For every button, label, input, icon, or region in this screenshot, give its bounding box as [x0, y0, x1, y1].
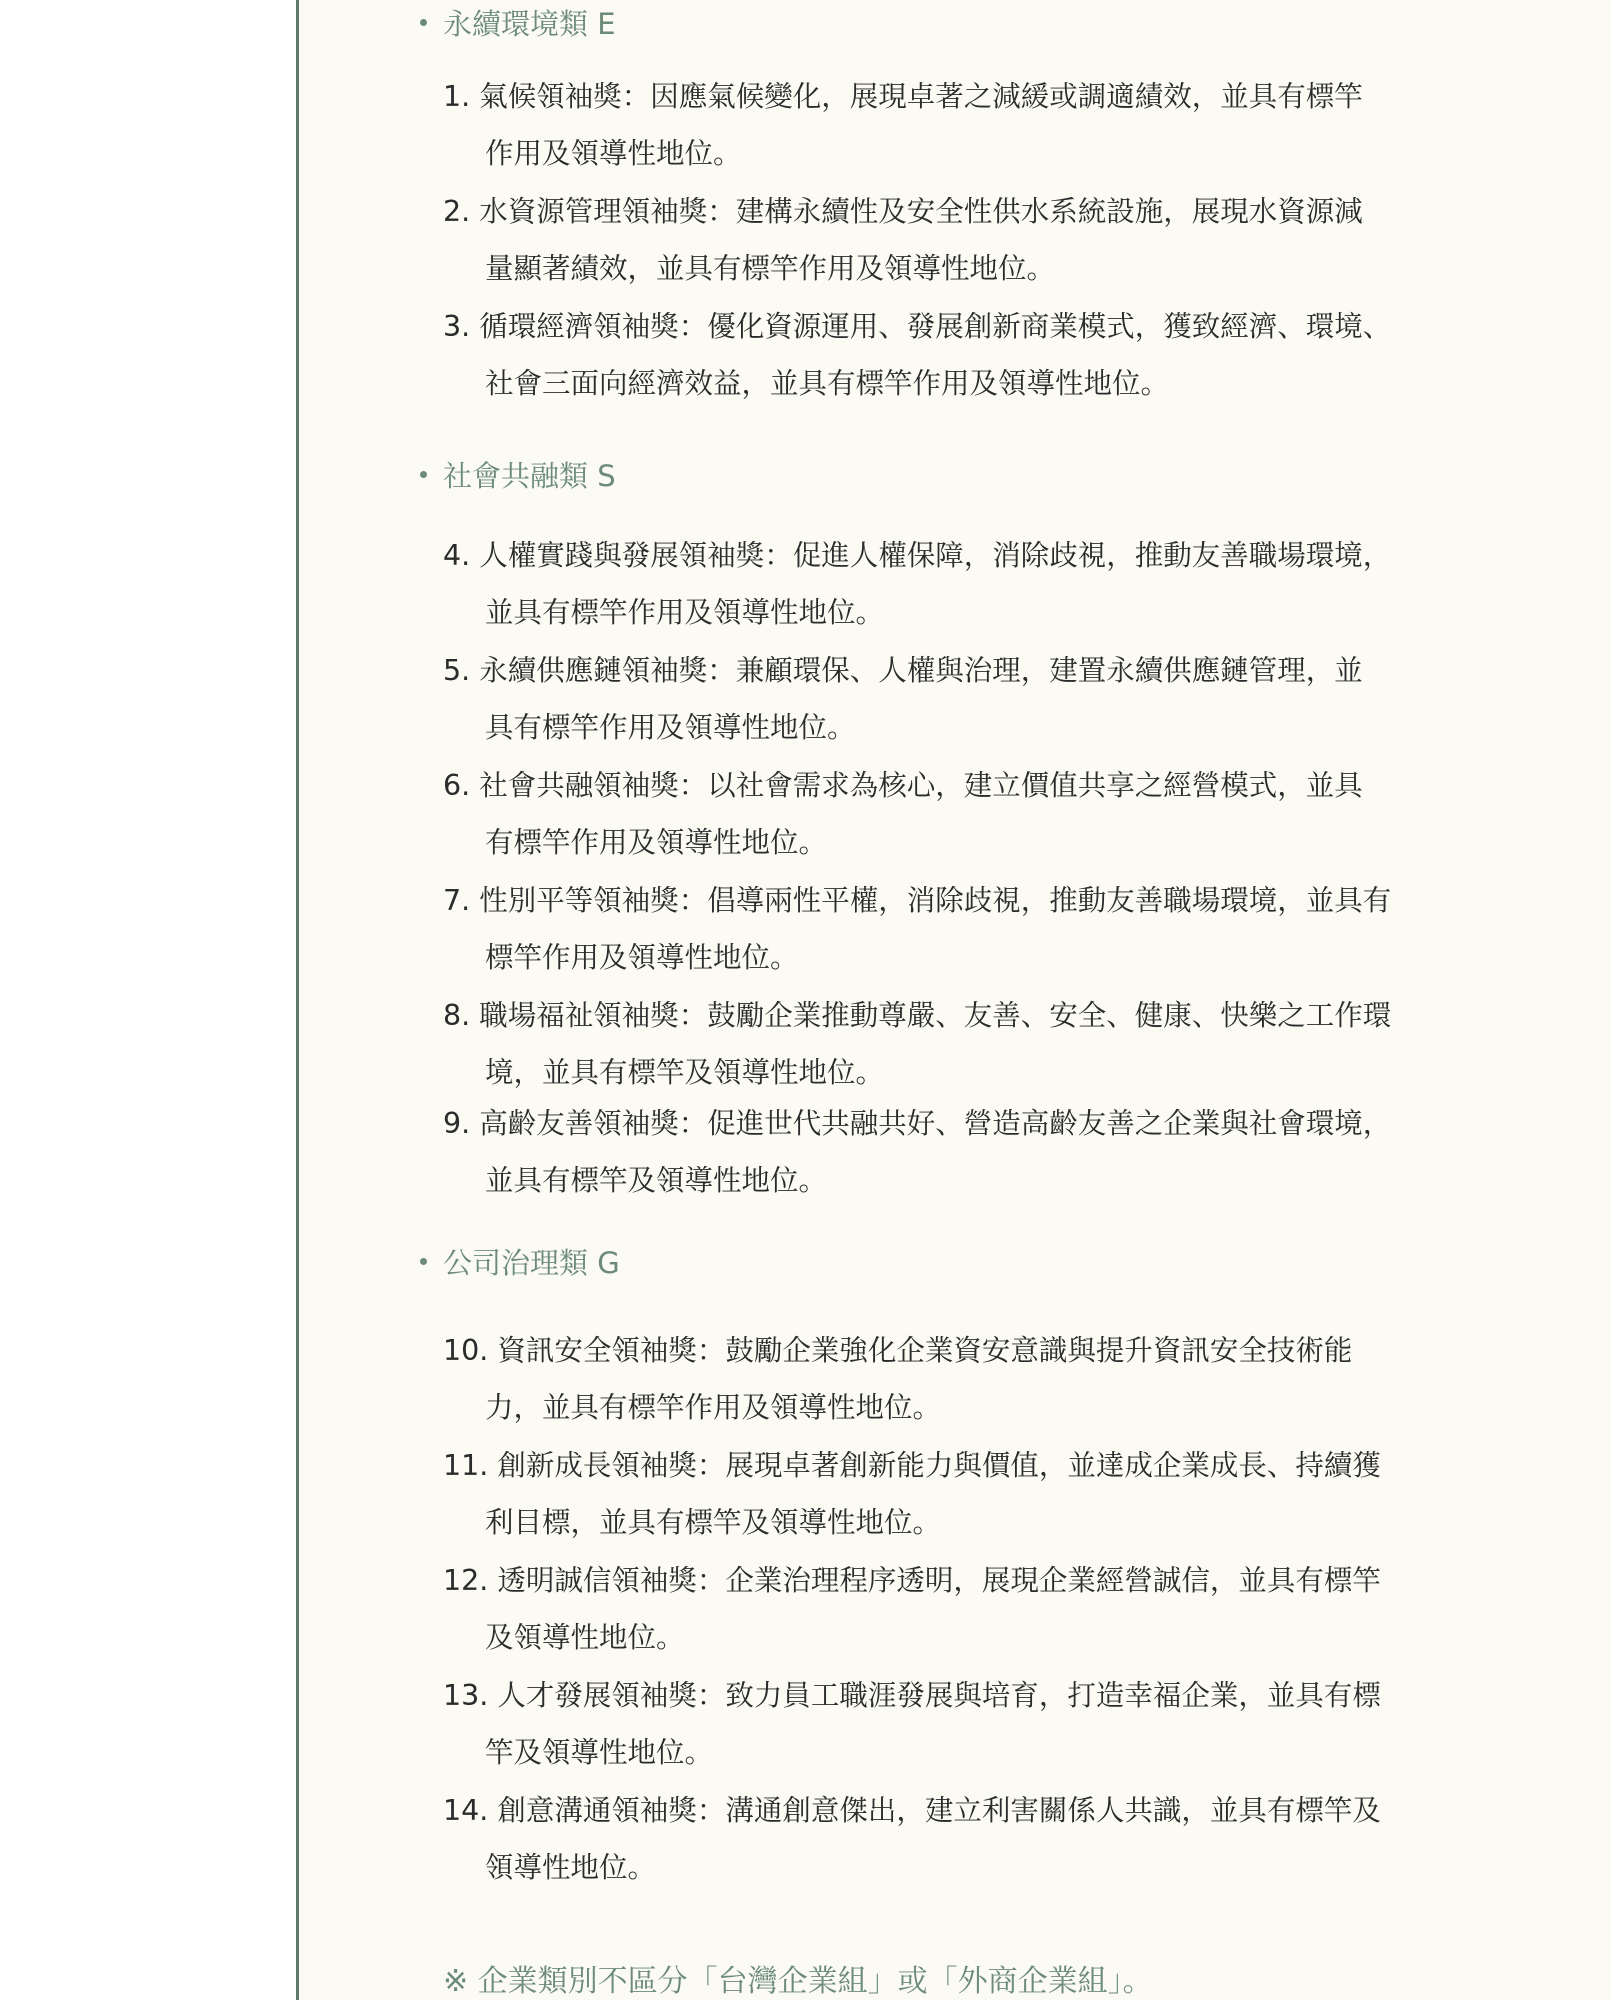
award-item-9	[443, 1095, 1443, 1209]
item-number: 6.	[443, 769, 471, 802]
item-text: 永續供應鏈領袖獎：兼顧環保、人權與治理，建置永續供應鏈管理，並	[470, 654, 1363, 687]
item-number: 11.	[443, 1449, 489, 1482]
item-text: 循環經濟領袖獎：優化資源運用、發展創新商業模式，獲致經濟、環境、	[470, 310, 1392, 343]
award-item-13	[443, 1667, 1443, 1781]
award-item-3	[443, 298, 1443, 412]
item-text: 創新成長領袖獎：展現卓著創新能力與價值，並達成企業成長、持續獲	[488, 1449, 1381, 1482]
item-text-continued: 具有標竿作用及領導性地位。	[485, 711, 856, 744]
bullet-dot-icon	[420, 471, 427, 478]
item-text-continued: 並具有標竿及領導性地位。	[485, 1164, 828, 1197]
item-number: 14.	[443, 1794, 489, 1827]
item-text-continued: 領導性地位。	[485, 1851, 657, 1884]
item-number: 3.	[443, 310, 471, 343]
item-number: 5.	[443, 654, 471, 687]
item-text-continued: 並具有標竿作用及領導性地位。	[485, 596, 885, 629]
category-label: 社會共融類 S	[443, 459, 616, 493]
item-text-continued: 力，並具有標竿作用及領導性地位。	[485, 1391, 942, 1424]
bullet-dot-icon	[420, 1258, 427, 1265]
item-number: 8.	[443, 999, 471, 1032]
item-number: 7.	[443, 884, 471, 917]
item-text-continued: 標竿作用及領導性地位。	[485, 941, 799, 974]
category-note: ※ 企業類別不區分「台灣企業組」或「外商企業組」。	[443, 1964, 1153, 1999]
award-item-12	[443, 1552, 1443, 1666]
award-item-11	[443, 1437, 1443, 1551]
item-text: 社會共融領袖獎：以社會需求為核心，建立價值共享之經營模式，並具	[470, 769, 1363, 802]
item-text: 人權實踐與發展領袖獎：促進人權保障，消除歧視，推動友善職場環境，	[470, 539, 1392, 572]
award-item-5	[443, 642, 1443, 756]
award-item-1	[443, 68, 1443, 182]
award-item-6	[443, 757, 1443, 871]
category-heading-social	[420, 456, 616, 496]
item-text: 性別平等領袖獎：倡導兩性平權，消除歧視，推動友善職場環境，並具有	[470, 884, 1392, 917]
category-heading-governance	[420, 1243, 620, 1283]
item-text-continued: 及領導性地位。	[485, 1621, 685, 1654]
item-text-continued: 境，並具有標竿及領導性地位。	[485, 1056, 885, 1089]
item-number: 9.	[443, 1107, 471, 1140]
item-text: 水資源管理領袖獎：建構永續性及安全性供水系統設施，展現水資源減	[470, 195, 1363, 228]
category-heading-environment	[420, 4, 616, 44]
item-text-continued: 竿及領導性地位。	[485, 1736, 714, 1769]
item-number: 12.	[443, 1564, 489, 1597]
item-text-continued: 量顯著績效，並具有標竿作用及領導性地位。	[485, 252, 1056, 285]
item-text: 資訊安全領袖獎：鼓勵企業強化企業資安意識與提升資訊安全技術能	[488, 1334, 1353, 1367]
item-text: 氣候領袖獎：因應氣候變化，展現卓著之減緩或調適績效，並具有標竿	[470, 80, 1363, 113]
item-text: 職場福祉領袖獎：鼓勵企業推動尊嚴、友善、安全、健康、快樂之工作環	[470, 999, 1392, 1032]
category-label: 永續環境類 E	[443, 7, 616, 41]
item-text: 透明誠信領袖獎：企業治理程序透明，展現企業經營誠信，並具有標竿	[488, 1564, 1381, 1597]
item-number: 13.	[443, 1679, 489, 1712]
item-number: 10.	[443, 1334, 489, 1367]
award-item-7	[443, 872, 1443, 986]
item-number: 4.	[443, 539, 471, 572]
item-number: 1.	[443, 80, 471, 113]
award-item-14	[443, 1782, 1443, 1896]
item-text-continued: 作用及領導性地位。	[485, 137, 742, 170]
item-text: 高齡友善領袖獎：促進世代共融共好、營造高齡友善之企業與社會環境，	[470, 1107, 1392, 1140]
bullet-dot-icon	[420, 19, 427, 26]
category-label: 公司治理類 G	[443, 1246, 620, 1280]
item-number: 2.	[443, 195, 471, 228]
item-text-continued: 社會三面向經濟效益，並具有標竿作用及領導性地位。	[485, 367, 1170, 400]
item-text: 創意溝通領袖獎：溝通創意傑出，建立利害關係人共識，並具有標竿及	[488, 1794, 1381, 1827]
award-item-2	[443, 183, 1443, 297]
item-text-continued: 有標竿作用及領導性地位。	[485, 826, 828, 859]
item-text-continued: 利目標，並具有標竿及領導性地位。	[485, 1506, 942, 1539]
item-text: 人才發展領袖獎：致力員工職涯發展與培育，打造幸福企業，並具有標	[488, 1679, 1381, 1712]
award-item-8	[443, 987, 1443, 1101]
award-item-4	[443, 527, 1443, 641]
award-item-10	[443, 1322, 1443, 1436]
